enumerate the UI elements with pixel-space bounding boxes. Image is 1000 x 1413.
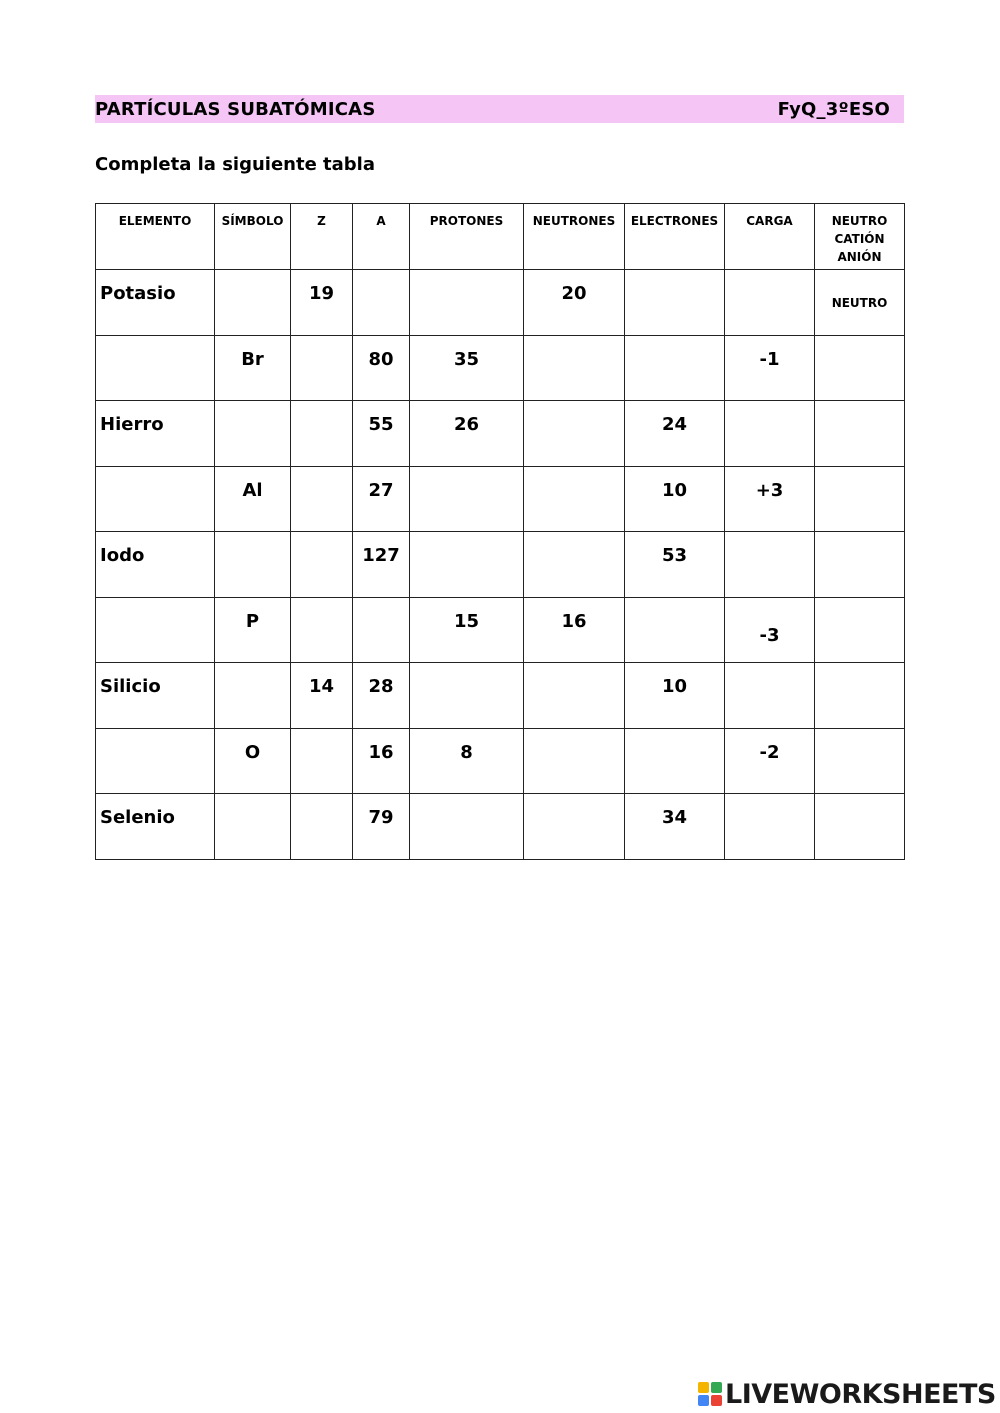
table-cell (291, 335, 353, 401)
table-cell: -1 (725, 335, 815, 401)
table-cell (725, 663, 815, 729)
table-cell (625, 270, 725, 336)
table-cell (291, 728, 353, 794)
table-cell (524, 466, 625, 532)
table-cell: P (215, 597, 291, 663)
worksheet-title: PARTÍCULAS SUBATÓMICAS (95, 98, 376, 120)
table-cell (524, 532, 625, 598)
table-cell (815, 335, 905, 401)
subatomic-particles-table (95, 203, 905, 860)
table-cell: 80 (353, 335, 410, 401)
table-cell: 79 (353, 794, 410, 860)
table-cell (524, 663, 625, 729)
table-cell (725, 401, 815, 467)
table-cell (725, 794, 815, 860)
table-cell (410, 532, 524, 598)
table-cell (353, 270, 410, 336)
table-cell: Potasio (96, 270, 215, 336)
column-header: CARGA (725, 204, 815, 270)
table-cell: 35 (410, 335, 524, 401)
table-cell (291, 466, 353, 532)
table-cell (215, 401, 291, 467)
table-cell: 27 (353, 466, 410, 532)
table-cell (96, 335, 215, 401)
instruction-text: Completa la siguiente tabla (95, 154, 376, 175)
table-cell (625, 597, 725, 663)
table-cell: 28 (353, 663, 410, 729)
table-cell (410, 270, 524, 336)
table-cell: +3 (725, 466, 815, 532)
table-cell (215, 794, 291, 860)
table-cell: Hierro (96, 401, 215, 467)
table-cell: 55 (353, 401, 410, 467)
column-header: ELEMENTO (96, 204, 215, 270)
table-cell (815, 663, 905, 729)
table-cell (96, 466, 215, 532)
table-cell: Selenio (96, 794, 215, 860)
table-cell: 16 (353, 728, 410, 794)
table-cell (215, 532, 291, 598)
table-row (96, 597, 905, 663)
table-cell (410, 663, 524, 729)
logo-text: LIVEWORKSHEETS (725, 1378, 996, 1410)
table-cell (815, 466, 905, 532)
table-cell (291, 794, 353, 860)
table-cell (815, 794, 905, 860)
column-header: NEUTRONES (524, 204, 625, 270)
column-header: SÍMBOLO (215, 204, 291, 270)
table-cell (625, 335, 725, 401)
table-cell (524, 401, 625, 467)
table-cell: 20 (524, 270, 625, 336)
table-cell: 24 (625, 401, 725, 467)
table-cell (410, 794, 524, 860)
table-cell (815, 728, 905, 794)
table-cell: -2 (725, 728, 815, 794)
table-cell: 16 (524, 597, 625, 663)
table-cell: NEUTRO (815, 270, 905, 336)
liveworksheets-logo-icon (698, 1382, 722, 1406)
table-cell (291, 597, 353, 663)
worksheet-header (95, 95, 904, 123)
table-cell: 127 (353, 532, 410, 598)
table-cell (410, 466, 524, 532)
table-cell (815, 401, 905, 467)
table-cell: 10 (625, 663, 725, 729)
column-header: Z (291, 204, 353, 270)
table-cell (353, 597, 410, 663)
table-row (96, 794, 905, 860)
table-cell: 14 (291, 663, 353, 729)
table-cell (524, 794, 625, 860)
column-header: PROTONES (410, 204, 524, 270)
table-cell: O (215, 728, 291, 794)
table-cell (524, 728, 625, 794)
table-row (96, 270, 905, 336)
table-cell (625, 728, 725, 794)
table-cell: 34 (625, 794, 725, 860)
table-cell (524, 335, 625, 401)
column-header: ELECTRONES (625, 204, 725, 270)
table-cell (96, 597, 215, 663)
table-cell: Br (215, 335, 291, 401)
table-cell (291, 401, 353, 467)
table-cell: 19 (291, 270, 353, 336)
table-row (96, 466, 905, 532)
table-row (96, 335, 905, 401)
table-cell: Al (215, 466, 291, 532)
table-row (96, 532, 905, 598)
table-row (96, 728, 905, 794)
table-cell: 26 (410, 401, 524, 467)
table-cell (815, 597, 905, 663)
table-cell (96, 728, 215, 794)
table-cell (725, 270, 815, 336)
table-cell: 15 (410, 597, 524, 663)
liveworksheets-logo (698, 1378, 996, 1410)
table-cell: Iodo (96, 532, 215, 598)
table-cell: 53 (625, 532, 725, 598)
column-header: NEUTRO CATIÓN ANIÓN (815, 204, 905, 270)
table-cell (291, 532, 353, 598)
table-cell (215, 663, 291, 729)
table-cell: -3 (725, 597, 815, 663)
course-label: FyQ_3ºESO (777, 98, 890, 120)
table-cell: Silicio (96, 663, 215, 729)
column-header: A (353, 204, 410, 270)
table-cell (725, 532, 815, 598)
table-row (96, 663, 905, 729)
table-cell (215, 270, 291, 336)
table-cell: 8 (410, 728, 524, 794)
table-cell (815, 532, 905, 598)
table-row (96, 401, 905, 467)
table-cell: 10 (625, 466, 725, 532)
table-header-row (96, 204, 905, 270)
